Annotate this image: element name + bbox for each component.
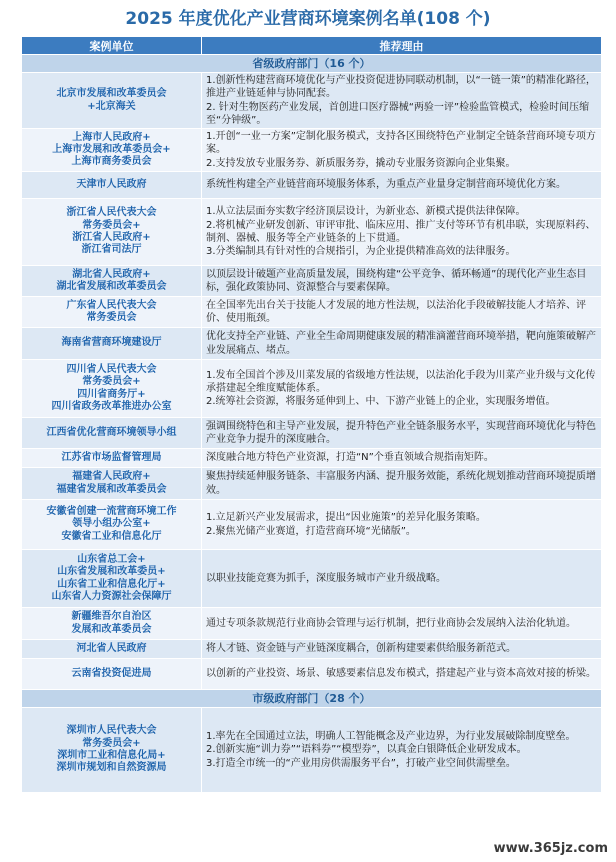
case-unit: 新疆维吾尔自治区 发展和改革委员会 [22,608,202,640]
case-unit: 云南省投资促进局 [22,659,202,690]
case-reason: 优化支持全产业链、产业全生命周期健康发展的精准滴灌营商环境举措，靶向施策破解产业发展痛点、堵点。 [202,328,602,360]
column-header-unit: 案例单位 [22,37,202,55]
table-row [22,129,602,172]
case-unit: 浙江省人民代表大会 常务委员会+ 浙江省人民政府+ 浙江省司法厅 [22,199,202,266]
table-row [22,328,602,360]
case-unit: 北京市发展和改革委员会 +北京海关 [22,73,202,129]
case-unit: 安徽省创建一流营商环境工作 领导小组办公室+ 安徽省工业和信息化厅 [22,500,202,550]
case-reason: 1.创新性构建营商环境优化与产业投资促进协同联动机制，以“一链一策”的精准化路径，推进产业链延伸与协同配套。 2. 针对生物医药产业发展，首创进口医疗器械“两验一评”检验监管模式，检验时间压缩至“分钟级”。 [202,73,602,129]
table-row [22,608,602,640]
case-reason: 以顶层设计破题产业高质量发展，围绕构建“公平竞争、循环畅通”的现代化产业生态目标，强化政策协同、资源整合与要素保障。 [202,266,602,297]
case-reason: 将人才链、资金链与产业链深度耦合，创新构建要素供给服务新范式。 [202,640,602,659]
section-row [22,690,602,708]
case-reason: 以创新的产业投资、场景、敏感要素信息发布模式，搭建起产业与资本高效对接的桥梁。 [202,659,602,690]
column-header-reason: 推荐理由 [202,37,602,55]
table-row [22,418,602,449]
case-unit: 福建省人民政府+ 福建省发展和改革委员会 [22,468,202,500]
case-reason: 在全国率先出台关于技能人才发展的地方性法规，以法治化手段破解技能人才培养、评价、使用瓶颈。 [202,297,602,328]
section-label: 省级政府部门（16 个） [22,55,602,73]
case-unit: 江西省优化营商环境领导小组 [22,418,202,449]
table-row [22,73,602,129]
table-row [22,266,602,297]
case-reason: 深度融合地方特色产业资源，打造“N”个垂直领域合规指南矩阵。 [202,449,602,468]
table-row [22,297,602,328]
table-row [22,468,602,500]
case-reason: 1.开创“一业一方案”定制化服务模式，支持各区围绕特色产业制定全链条营商环境专项方案。 2.支持发放专业服务券、新质服务券，撬动专业服务资源向企业集聚。 [202,129,602,172]
case-unit: 山东省总工会+ 山东省发展和改革委员+ 山东省工业和信息化厅+ 山东省人力资源社会保障厅 [22,550,202,608]
case-unit: 广东省人民代表大会 常务委员会 [22,297,202,328]
case-reason: 1.率先在全国通过立法，明确人工智能概念及产业边界，为行业发展破除制度壁垒。 2.创新实施“训力券”“语料券”“模型券”，以真金白银降低企业研发成本。 3.打造全市统一的“产业用房供需服务平台”，打破产业空间供需壁垒。 [202,708,602,793]
case-reason: 强调围绕特色和主导产业发展，提升特色产业全链条服务水平，实现营商环境优化与特色产业竞争力提升的深度融合。 [202,418,602,449]
case-unit: 四川省人民代表大会 常务委员会+ 四川省商务厅+ 四川省政务改革推进办公室 [22,360,202,418]
case-unit: 江苏省市场监督管理局 [22,449,202,468]
table-row [22,708,602,793]
case-reason: 系统性构建全产业链营商环境服务体系，为重点产业量身定制营商环境优化方案。 [202,172,602,199]
case-unit: 天津市人民政府 [22,172,202,199]
case-unit: 海南省营商环境建设厅 [22,328,202,360]
table-row [22,659,602,690]
case-unit: 湖北省人民政府+ 湖北省发展和改革委员会 [22,266,202,297]
page-title: 2025 年度优化产业营商环境案例名单(108 个) [125,9,491,29]
case-reason: 1.从立法层面夯实数字经济顶层设计，为新业态、新模式提供法律保障。 2.将机械产业研发创新、审评审批、临床应用、推广支付等环节有机串联，实现原料药、制剂、器械、服务等全产业链条的上下贯通。 3.分类编制具有针对性的合规指引，为企业提供精准高效的法律服务。 [202,199,602,266]
case-reason: 以职业技能竞赛为抓手，深度服务城市产业升级战略。 [202,550,602,608]
section-label: 市级政府部门（28 个） [22,690,602,708]
case-reason: 聚焦持续延伸服务链条、丰富服务内涵、提升服务效能，系统化规划推动营商环境提质增效。 [202,468,602,500]
table-row [22,449,602,468]
case-unit: 深圳市人民代表大会 常务委员会+ 深圳市工业和信息化局+ 深圳市规划和自然资源局 [22,708,202,793]
case-reason: 通过专项条款规范行业商协会管理与运行机制，把行业商协会发展纳入法治化轨道。 [202,608,602,640]
table-body [22,55,602,793]
table-row [22,500,602,550]
table-row [22,640,602,659]
table-row [22,199,602,266]
table-row [22,550,602,608]
table-row [22,360,602,418]
table-row [22,172,602,199]
watermark: www.365jz.com [493,841,608,856]
case-unit: 河北省人民政府 [22,640,202,659]
case-table [21,36,602,793]
case-reason: 1.立足新兴产业发展需求，提出“因业施策”的差异化服务策略。 2.聚焦光储产业赛道，打造营商环境“光储版”。 [202,500,602,550]
case-reason: 1.发布全国首个涉及川菜发展的省级地方性法规，以法治化手段为川菜产业升级与文化传承搭建起全维度赋能体系。 2.统筹社会资源，将服务延伸到上、中、下游产业链上的企业，实现服务增值。 [202,360,602,418]
section-row [22,55,602,73]
case-unit: 上海市人民政府+ 上海市发展和改革委员会+ 上海市商务委员会 [22,129,202,172]
table-header-row [22,37,602,55]
